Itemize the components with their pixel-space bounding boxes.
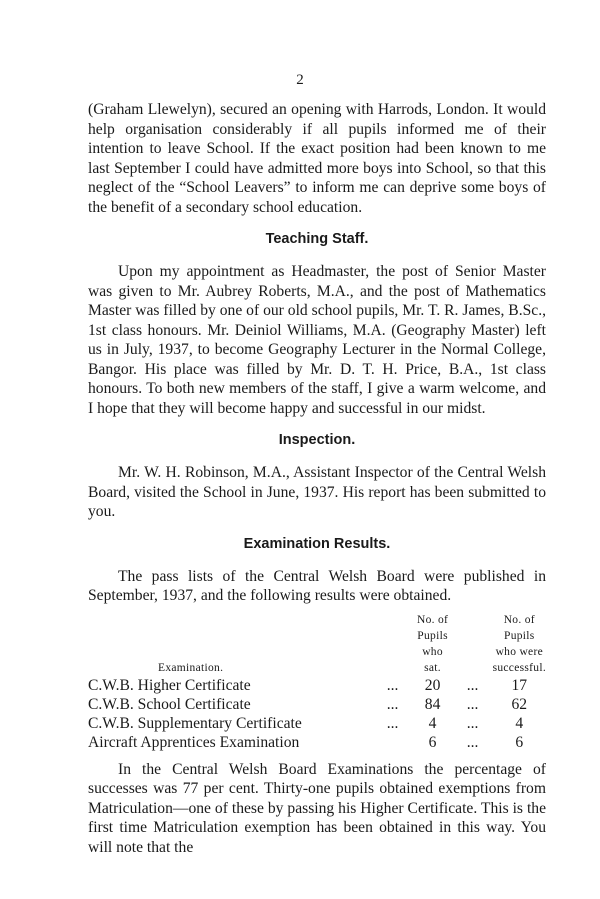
header-pupils-sat	[413, 612, 453, 676]
pupils-sat: 20	[424, 676, 441, 694]
intro-paragraph: (Graham Llewelyn), secured an opening with Harrods, London. It would help organisation considerably if all pupils informed me of their intention to leave School. If the exact position had been known to me last September I could have admitted more boys into School, so that this neglect of the “School Leavers” to inform me can deprive some boys of the benefit of a secondary school education.	[88, 101, 546, 216]
exam-name: C.W.B. Higher Certificate	[88, 676, 251, 694]
leader-dots: ...	[466, 733, 479, 751]
leader-dots: ...	[386, 714, 399, 732]
leader-dots: ...	[386, 676, 399, 694]
teaching-staff-heading: Teaching Staff.	[265, 231, 369, 247]
examination-closing-paragraph: In the Central Welsh Board Examinations the percentage of successes was 77 per cent. Thirty-one pupils obtained exemptions from Matriculation—one of these by passing his Higher Certificate. This is the first time Matriculation exemption has been obtained in this way. You will note that the	[88, 760, 546, 856]
leader-dots: ...	[466, 695, 479, 713]
header-pupils-sat-line2: who sat.	[422, 645, 443, 674]
leader-dots: ...	[386, 695, 399, 713]
header-pupils-successful	[493, 612, 546, 676]
examination-results-heading: Examination Results.	[243, 535, 391, 552]
leader-dots: ...	[466, 714, 479, 732]
pupils-sat: 84	[424, 695, 441, 713]
exam-name: C.W.B. School Certificate	[88, 695, 251, 713]
pupils-successful: 4	[515, 714, 524, 732]
inspection-paragraph: Mr. W. H. Robinson, M.A., Assistant Inspector of the Central Welsh Board, visited the School in June, 1937. His report has been submitted to you.	[88, 464, 546, 520]
table-row	[88, 695, 546, 714]
pupils-successful: 17	[511, 676, 528, 694]
teaching-staff-paragraph: Upon my appointment as Headmaster, the post of Senior Master was given to Mr. Aubrey Roberts, M.A., and the post of Mathematics Master was filled by one of our old school pupils, Mr. T. R. James, B.Sc., 1st class honours. Mr. Deiniol Williams, M.A. (Geography Master) left us in July, 1937, to become Geography Lecturer in the Normal College, Bangor. His place was filled by Mr. D. T. H. Price, B.A., 1st class honours. To both new members of the staff, I give a warm welcome, and I hope that they will become happy and successful in our midst.	[88, 263, 546, 417]
header-pupils-sat-line1: No. of Pupils	[416, 613, 449, 642]
table-row	[88, 733, 546, 752]
inspection-heading: Inspection.	[278, 432, 356, 448]
examination-results-paragraph: The pass lists of the Central Welsh Board were published in September, 1937, and the following results were obtained.	[88, 567, 546, 604]
results-table-header	[88, 612, 546, 676]
header-pupils-successful-line1: No. of Pupils	[503, 613, 535, 642]
exam-name: Aircraft Apprentices Examination	[88, 733, 300, 751]
table-row	[88, 714, 546, 733]
pupils-sat: 6	[428, 733, 437, 751]
exam-name: C.W.B. Supplementary Certificate	[88, 714, 302, 732]
leader-dots	[373, 733, 413, 752]
leader-dots: ...	[466, 676, 479, 694]
header-pupils-successful-line2: who were successful.	[492, 645, 547, 674]
results-table	[88, 612, 546, 752]
pupils-successful: 6	[515, 733, 524, 751]
pupils-successful: 62	[511, 695, 528, 713]
table-row	[88, 676, 546, 695]
page-content	[88, 100, 546, 857]
pupils-sat: 4	[428, 714, 437, 732]
header-examination: Examination.	[158, 661, 224, 674]
page-number: 2	[296, 72, 304, 88]
